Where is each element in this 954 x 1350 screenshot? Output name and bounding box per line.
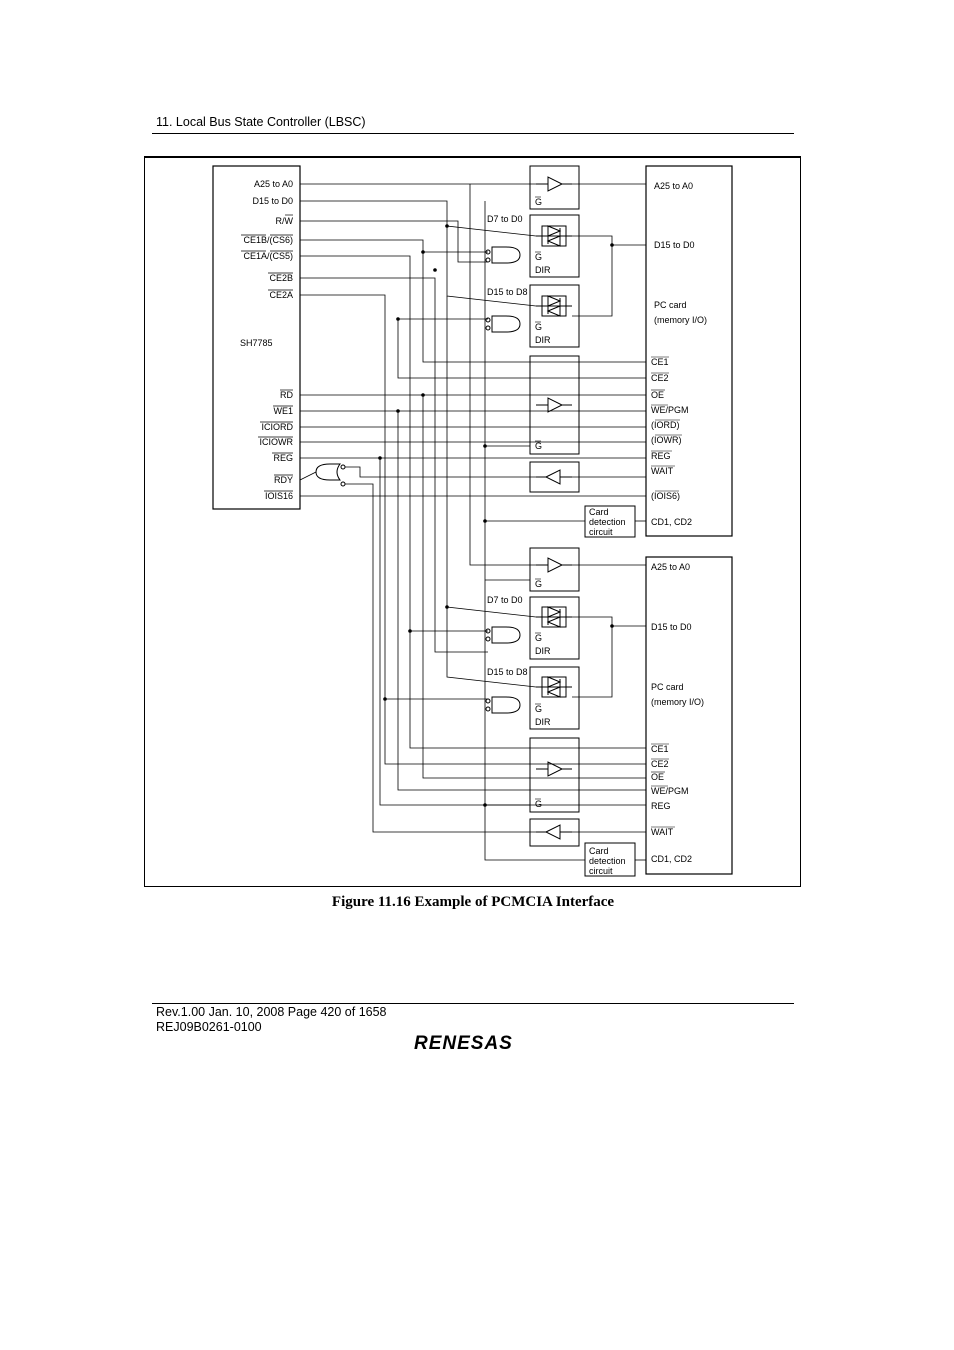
g-label: G xyxy=(535,197,543,207)
pin-rd: RD xyxy=(280,390,293,400)
g-label: G xyxy=(535,579,543,589)
pin-d15-d0: D15 to D0 xyxy=(252,196,293,206)
pin-ce2b: CE2B xyxy=(269,273,293,283)
pin-label: CD1, CD2 xyxy=(651,854,693,864)
pin-label: CE2 xyxy=(651,373,669,383)
pin-rdy: RDY xyxy=(273,475,293,485)
buffer-labels xyxy=(487,197,551,809)
pin-label: (IOWR) xyxy=(651,435,682,445)
pc-card-1 xyxy=(646,166,732,536)
dir-label: DIR xyxy=(535,335,551,345)
pin-label: CE1 xyxy=(651,357,669,367)
d7-d0-label: D7 to D0 xyxy=(487,595,523,605)
footer-revision: Rev.1.00 Jan. 10, 2008 Page 420 of 1658 xyxy=(156,1005,387,1019)
dir-label: DIR xyxy=(535,717,551,727)
pin-label: (memory I/O) xyxy=(651,697,704,707)
pin-label: D15 to D0 xyxy=(651,622,692,632)
pin-label: (IOIS6) xyxy=(651,491,681,501)
pin-ce1a: CE1A/(CS5) xyxy=(243,251,293,261)
footer-doc-number: REJ09B0261-0100 xyxy=(156,1020,262,1034)
pin-label: WAIT xyxy=(651,827,674,837)
pin-label: OE xyxy=(651,772,665,782)
pin-label: CE2 xyxy=(651,759,669,769)
pin-a25-a0: A25 to A0 xyxy=(253,179,293,189)
card-detect-text: Card xyxy=(589,507,609,517)
d15-d8-label: D15 to D8 xyxy=(487,287,528,297)
pin-we1: WE1 xyxy=(273,406,293,416)
card-detect-text: circuit xyxy=(589,527,613,537)
card1-pin-labels xyxy=(651,181,707,527)
card2-pin-labels xyxy=(651,562,704,864)
card-detect-text: detection xyxy=(589,517,626,527)
g-label: G xyxy=(535,252,543,262)
footer-rule xyxy=(152,1003,794,1004)
g-label: G xyxy=(535,633,543,643)
g-label: G xyxy=(535,322,543,332)
card-detect-text: Card xyxy=(589,846,609,856)
pin-label: PC card xyxy=(654,300,687,310)
pin-label: WAIT xyxy=(651,466,674,476)
g-label: G xyxy=(535,441,543,451)
pin-ce1b: CE1B/(CS6) xyxy=(243,235,293,245)
controller-name: SH7785 xyxy=(240,338,273,348)
pin-label: (IORD) xyxy=(651,420,680,430)
dir-label: DIR xyxy=(535,265,551,275)
card-detection-labels xyxy=(589,507,626,876)
g-label: G xyxy=(535,704,543,714)
pin-iciord: ICIORD xyxy=(261,422,293,432)
pin-rw: R/W xyxy=(275,216,293,226)
pin-iciowr: ICIOWR xyxy=(259,437,293,447)
pin-label: PC card xyxy=(651,682,684,692)
pin-label: (memory I/O) xyxy=(654,315,707,325)
pin-label: WE/PGM xyxy=(651,786,689,796)
junction-dots xyxy=(378,224,614,807)
pin-label: OE xyxy=(651,390,665,400)
pin-label: A25 to A0 xyxy=(654,181,694,191)
renesas-logo: RENESAS xyxy=(414,1033,513,1054)
pin-ce2a: CE2A xyxy=(269,290,293,300)
section-header: 11. Local Bus State Controller (LBSC) xyxy=(156,115,366,129)
g-label: G xyxy=(535,799,543,809)
pin-label: REG xyxy=(651,801,671,811)
dir-label: DIR xyxy=(535,646,551,656)
pin-label: D15 to D0 xyxy=(654,240,695,250)
pin-label: A25 to A0 xyxy=(651,562,691,572)
card-detect-text: circuit xyxy=(589,866,613,876)
logic-gates xyxy=(316,247,520,713)
pin-reg: REG xyxy=(273,453,293,463)
card-detect-text: detection xyxy=(589,856,626,866)
pin-label: CD1, CD2 xyxy=(651,517,693,527)
pin-label: WE/PGM xyxy=(651,405,689,415)
pin-label: REG xyxy=(651,451,671,461)
d15-d8-label: D15 to D8 xyxy=(487,667,528,677)
d7-d0-label: D7 to D0 xyxy=(487,214,523,224)
pin-label: CE1 xyxy=(651,744,669,754)
figure-caption: Figure 11.16 Example of PCMCIA Interface xyxy=(331,894,615,910)
buffer-symbols xyxy=(536,177,572,839)
pin-iois16: IOIS16 xyxy=(264,491,293,501)
